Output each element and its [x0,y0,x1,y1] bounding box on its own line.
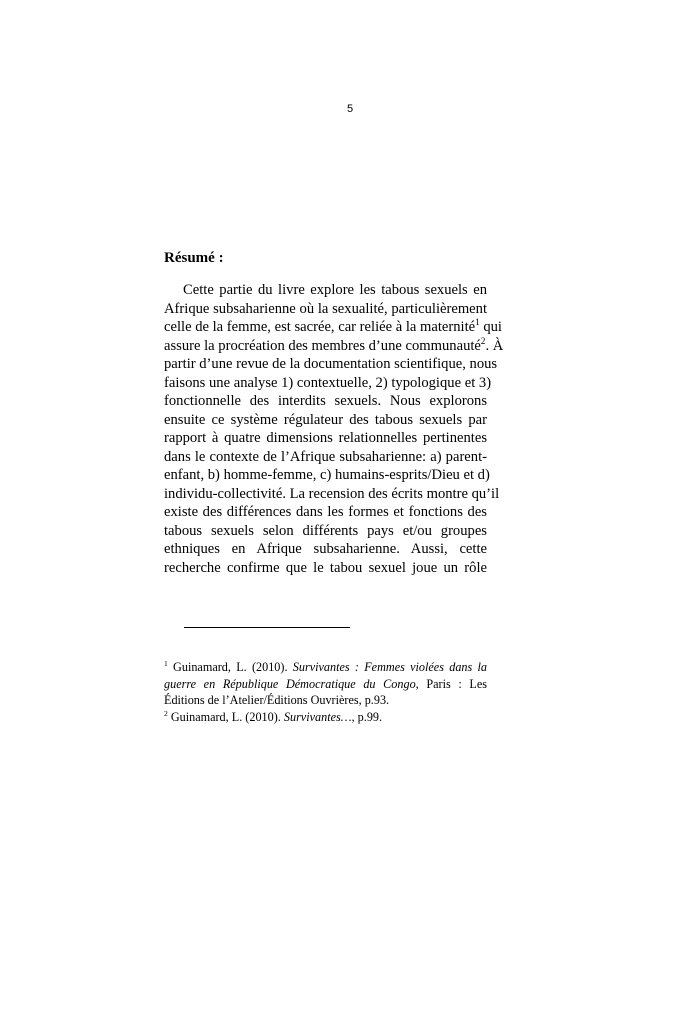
footnote-title: guerre en République Démocratique du Congo [164,676,416,691]
body-line: recherche confirme que le tabou sexuel joue un rôle [164,559,487,576]
footnote-publisher: , Paris : Les [415,676,487,691]
footnote-title: Survivantes : Femmes violées dans la [292,660,488,674]
body-line: existe des différences dans les formes et fonctions des [164,504,487,520]
footnote-marker: 1 [164,658,168,668]
footnote-2 [164,709,487,726]
body-line: Cette partie du livre explore les tabous sexuels en [183,282,487,298]
body-line: faisons une analyse 1) contextuelle, 2) typologique et 3) [164,374,492,391]
footnote-ref-2[interactable]: 2 [480,335,486,346]
footnote-1-cont [164,676,487,693]
body-line: ensuite ce système régulateur des tabous sexuels par [164,411,487,428]
body-line-text: celle de la femme, est sacrée, car reliée à la maternité [164,319,476,335]
body-line-text: . À [485,337,504,354]
body-line-text: assure la procréation des membres d’une communauté [164,337,481,354]
body-line: Afrique subsaharienne où la sexualité, particulièrement [164,300,487,317]
body-line: enfant, b) homme-femme, c) humains-esprits/Dieu et d) [164,467,490,483]
body-line: dans le contexte de l’Afrique subsaharienne: a) parent- [164,448,487,465]
page-number: 5 [346,103,354,115]
resume-heading: Résumé : [164,250,224,266]
footnote-1-cont: Éditions de l’Atelier/Éditions Ouvrières, p.93. [164,693,390,707]
resume-paragraph [164,281,504,577]
footnote-page: , p.99. [351,709,383,724]
footnote-marker: 2 [164,708,168,718]
body-line: partir d’une revue de la documentation scientifique, nous [164,356,498,372]
body-line: fonctionnelle des interdits sexuels. Nous explorons [164,393,487,409]
footnote-author: Guinamard, L. (2010). [167,709,284,724]
footnote-title: Survivantes… [283,709,352,724]
body-line: ethniques en Afrique subsaharienne. Aussi, cette [164,541,487,557]
body-line: rapport à quatre dimensions relationnelles pertinentes [164,430,487,446]
body-line: tabous sexuels selon différents pays et/ou groupes [164,522,487,539]
body-line [164,317,502,337]
footnotes [164,659,487,725]
body-line: individu-collectivité. La recension des écrits montre qu’il [164,485,500,502]
footnote-ref-1[interactable]: 1 [475,317,480,328]
footnote-1 [164,659,487,676]
body-line-text: qui [483,319,502,335]
footnote-author: Guinamard, L. (2010). [167,660,293,674]
body-line [164,335,504,356]
footnote-separator [184,627,350,628]
